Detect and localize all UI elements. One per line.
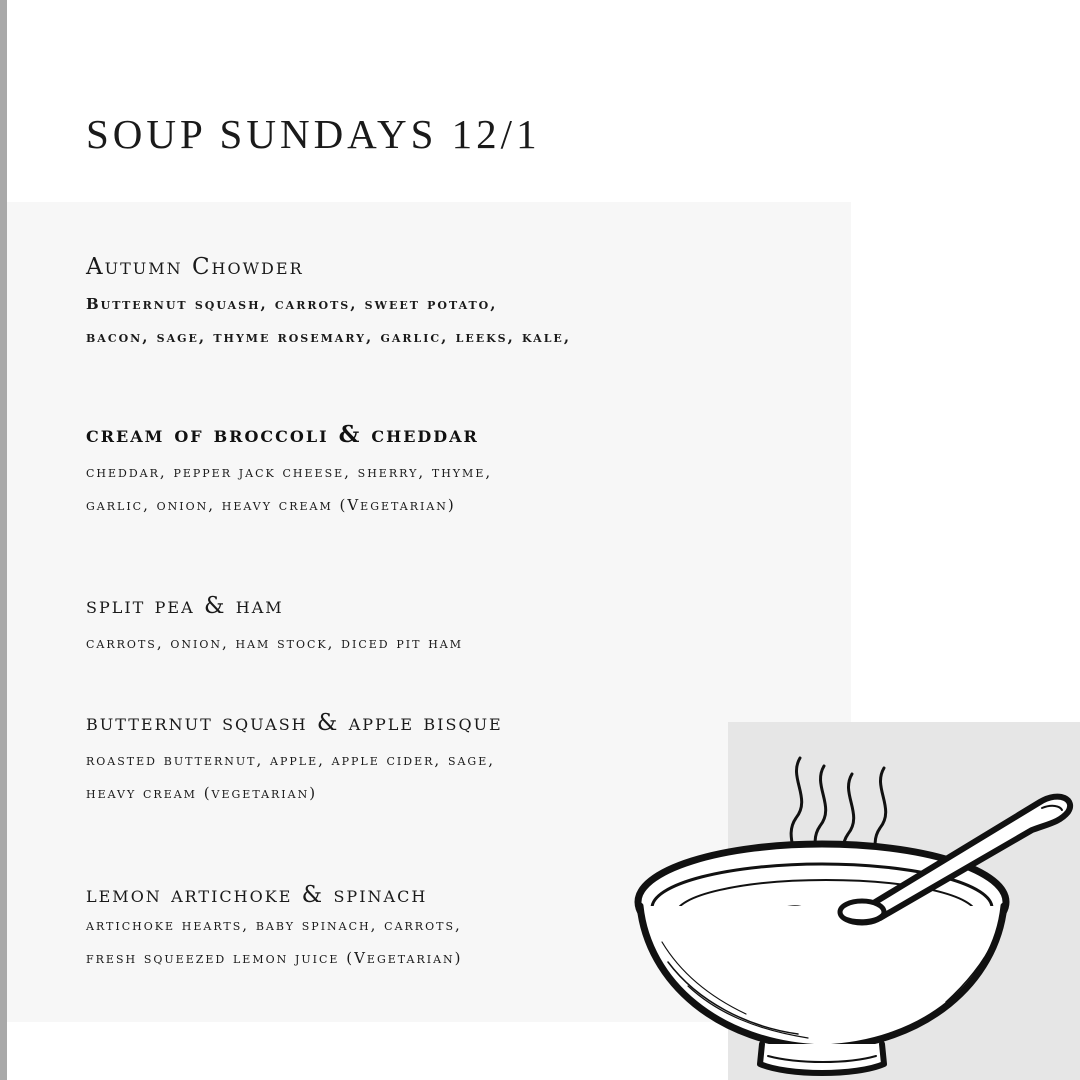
soup-ingredients xyxy=(86,627,463,660)
soup-item-butternut-apple-bisque xyxy=(86,706,503,810)
soup-name: Autumn Chowder xyxy=(86,254,304,280)
soup-name: butternut squash & apple bisque xyxy=(86,710,503,736)
ingredients-line: garlic, onion, heavy cream (Vegetarian) xyxy=(86,496,456,514)
ingredients-line: fresh squeezed lemon juice (Vegetarian) xyxy=(86,949,463,967)
left-edge-bar xyxy=(0,0,7,1080)
soup-item-lemon-artichoke-spinach xyxy=(86,878,463,975)
soup-name: split pea & ham xyxy=(86,593,284,619)
soup-ingredients xyxy=(86,288,571,354)
soup-ingredients xyxy=(86,456,492,522)
soup-item-split-pea-ham xyxy=(86,589,463,660)
ingredients-line: roasted butternut, apple, apple cider, sage, xyxy=(86,751,496,769)
soup-bowl-icon xyxy=(628,752,1080,1080)
ingredients-line: heavy cream (vegetarian) xyxy=(86,784,318,802)
ingredients-line: Butternut squash, carrots, sweet potato, xyxy=(86,295,498,313)
ingredients-line: cheddar, pepper jack cheese, sherry, thyme, xyxy=(86,463,493,481)
ingredients-line: artichoke hearts, baby spinach, carrots, xyxy=(86,916,462,934)
ingredients-line: bacon, sage, thyme rosemary, garlic, leeks, kale, xyxy=(86,328,572,346)
soup-name: cream of broccoli & cheddar xyxy=(86,421,479,448)
soup-item-autumn-chowder xyxy=(86,250,571,354)
soup-ingredients xyxy=(86,909,463,975)
ingredients-line: carrots, onion, ham stock, diced pit ham xyxy=(86,634,463,652)
soup-item-broccoli-cheddar xyxy=(86,418,492,522)
page-title: SOUP SUNDAYS 12/1 xyxy=(86,111,541,157)
soup-name: lemon artichoke & spinach xyxy=(86,882,428,908)
soup-ingredients xyxy=(86,744,503,810)
